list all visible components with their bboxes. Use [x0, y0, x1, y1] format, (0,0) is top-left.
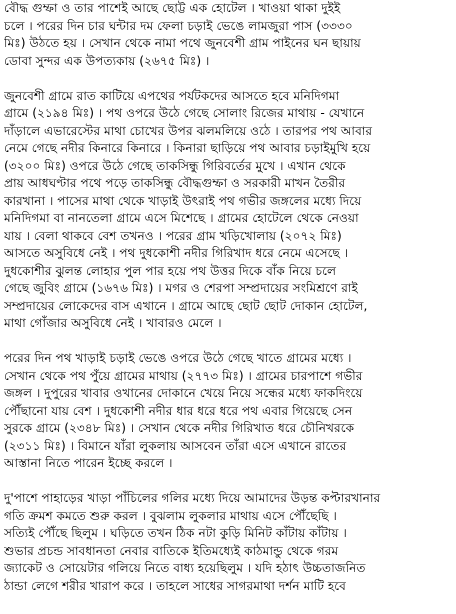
- text-line: কারখানা । পাসের মাথা থেকে খাড়াই উৎরাই পথ গভীর জঙ্গলের মধ্যে দিয়ে: [4, 193, 362, 208]
- text-line: গ্রামে (২১৯৪ মিঃ) । পথ ওপরে উঠে গেছে সোলাং রিজের মাথায় - যেখানে: [4, 106, 365, 120]
- text-line: চলে । পরের দিন চার ঘন্টার দম ফেলা চড়াই ভেঙে লামজুরা পাস (৩৩৩০: [4, 18, 353, 33]
- paragraph-1: [4, 0, 452, 70]
- text-line: শুভার প্রচন্ড সাবধানতা নেবার বাতিকে ইতিমধ্যেই কাঠমান্ডু থেকে গরম: [4, 543, 339, 558]
- paragraph-gap: [4, 70, 452, 88]
- text-line: মনিদিগমা বা নানতেলা গ্রামে এসে মিশেছে । গ্রামের হোটেলে থেকে নেওয়া: [4, 211, 359, 225]
- text-line: আসতে অসুবিধে নেই । পথ দুধকোশী নদীর গিরিখাদ ধরে নেমে এসেছে ।: [4, 246, 349, 260]
- text-line: ডোবা সুন্দর এক উপত্যকায় (২৬৭৫ মিঃ) ।: [4, 53, 210, 68]
- text-line: পৌঁছানো যায় বেশ । দুধকোশী নদীর ধার ধরে ধরে পথ এবার গিয়েছে সেন: [4, 403, 353, 418]
- paragraph-2: [4, 88, 452, 333]
- paragraph-4: [4, 490, 452, 595]
- text-line: জুনবেশী গ্রামে রাত কাটিয়ে এপথের পর্যটকদের আসতে হবে মনিদিগমা: [4, 88, 340, 103]
- paragraph-gap: [4, 333, 452, 351]
- text-line: সত্যিই পৌঁছে ছিলুম । ঘড়িতে তখন ঠিক নটা কুড়ি মিনিট কাঁটায় কাঁটায় ।: [4, 526, 347, 540]
- text-line: মাথা গোঁজার অসুবিধে নেই । খাবারও মেলে ।: [4, 316, 222, 330]
- text-line: সম্প্রদায়ের লোকেদের বাস এখানে । গ্রামে আছে ছোট ছোট দোকান হোটেল,: [4, 298, 368, 313]
- text-line: দুধকোশীর ঝুলন্ত লোহার পুল পার হয়ে পথ উত্তর দিকে বাঁক নিয়ে চলে: [4, 263, 337, 278]
- text-line: সেখান থেকে পথ পুঁয়ে গ্রামের মাথায় (২৭৭৩ মিঃ) । গ্রামের চারপাশে গভীর: [4, 368, 363, 383]
- text-line: (২৩১১ মিঃ) । বিমানে যাঁরা লুকলায় আসবেন তাঁরা এসে এখানে রাতের: [4, 438, 347, 453]
- text-line: দাঁড়ালে এভারেস্টের মাথা চোখের উপর ঝলমলিয়ে ওঠে । তারপর পথ আবার: [4, 123, 373, 138]
- text-line: জঙ্গল । দুপুরের খাবার ওখানের দোকানে খেয়ে নিয়ে সন্ধের মধ্যে ফাকদিংয়ে: [4, 386, 363, 400]
- document-page: [4, 0, 452, 595]
- text-line: বৌদ্ধ গুম্ফা ও তার পাশেই আছে ছোট্ট এক হোটেল । খাওয়া থাকা দুইই: [4, 1, 341, 15]
- text-line: (৩২০০ মিঃ) ওপরে উঠে গেছে তাকসিন্ধু গিরিবর্তের মুখে । এখান থেকে: [4, 158, 346, 173]
- text-line: নেমে গেছে নদীর কিনারে কিনারে । কিনারা ছাড়িয়ে পথ আবার চড়াইমুখি হয়ে: [4, 141, 371, 155]
- paragraph-gap: [4, 473, 452, 491]
- text-line: মিঃ) উঠতে হয় । সেখান থেকে নামা পথে জুনবেশী গ্রাম পাইনের ঘন ছায়ায়: [4, 36, 361, 50]
- text-line: গেছে জুবিং গ্রামে (১৬৭৬ মিঃ) । মগর ও শেরপা সম্প্রদায়ের সংমিশ্রণে রাই: [4, 281, 358, 295]
- text-line: সুরকে গ্রামে (২৩৪৮ মিঃ) । সেখান থেকে নদীর গিরিখাত ধরে চৌনিখরকে: [4, 421, 355, 435]
- text-line: যায় । বেলা থাকবে বেশ তখনও । পরের গ্রাম খড়িখোলায় (২০৭২ মিঃ): [4, 228, 342, 243]
- text-line: গতি ক্রমশ কমতে শুরু করল । বুঝলাম লুকলার মাথায় এসে পৌঁছেছি ।: [4, 508, 337, 523]
- text-line: আস্তানা নিতে পারেন ইচ্ছে করলে ।: [4, 456, 173, 470]
- text-line: পরের দিন পথ খাড়াই চড়াই ভেঙে ওপরে উঠে গেছে খাতে গ্রামের মধ্যে ।: [4, 351, 352, 365]
- paragraph-3: [4, 350, 452, 473]
- text-line: জ্যাকেট ও সোয়েটার গলিয়ে নিতে বাধ্য হয়েছিলুম । যদি হঠাৎ উচ্চতাজনিত: [4, 561, 366, 575]
- text-line: প্রায় আধঘণ্টার পথে পড়ে তাকসিন্ধু বৌদ্ধগুম্ফা ও সরকারী মাখন তৈরীর: [4, 176, 346, 190]
- text-line: ঠান্ডা লেগে শরীর খারাপ করে । তাহলে সাধের সাগরমাথা দর্শন মাটি হবে: [4, 578, 346, 593]
- text-line: দু'পাশে পাহাড়ের খাড়া পাঁচিলের গলির মধ্যে দিয়ে আমাদের উড়ন্ত কপ্টারখানার: [4, 491, 381, 505]
